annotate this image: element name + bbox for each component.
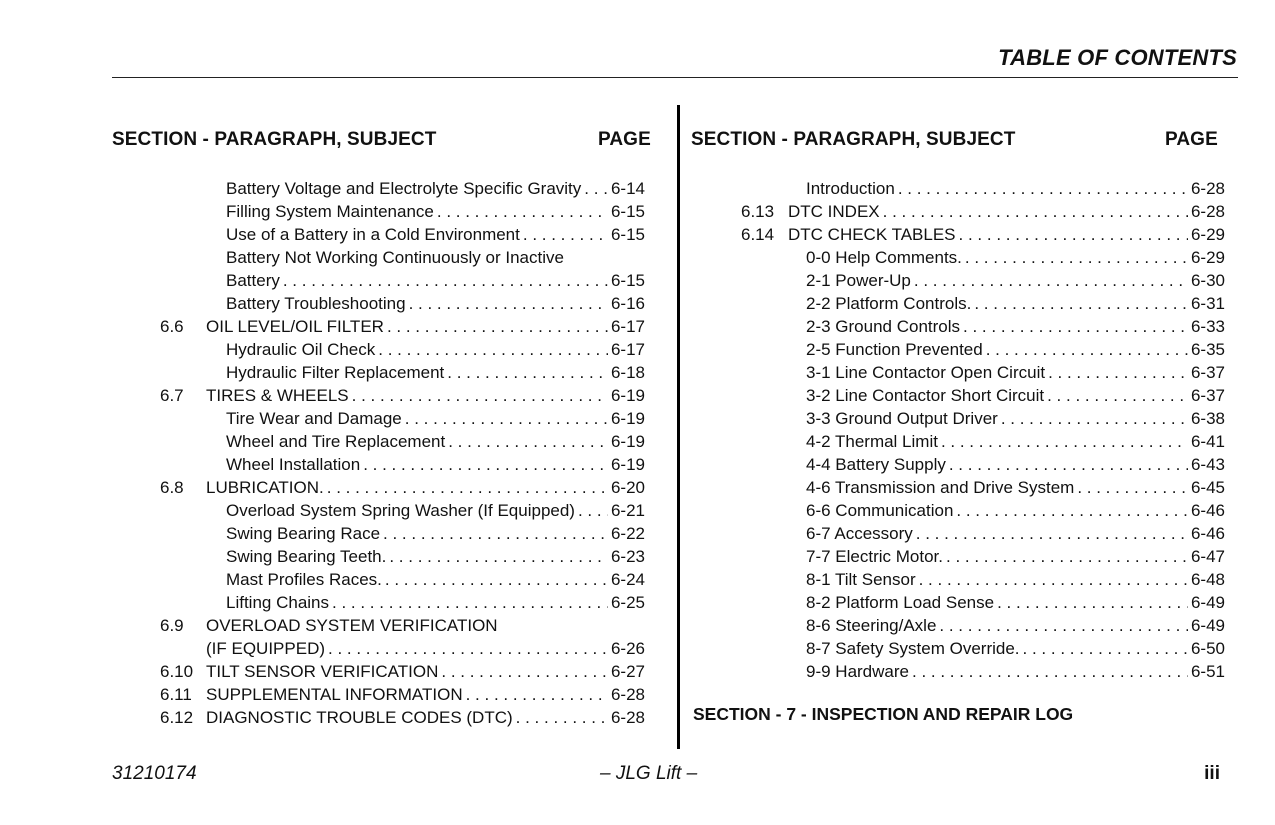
toc-entry-title: Use of a Battery in a Cold Environment	[226, 225, 520, 244]
dot-leader	[914, 269, 1188, 292]
toc-page-number: 6-28	[610, 685, 645, 704]
toc-section-number: 6.6	[160, 317, 184, 336]
toc-page-number: 6-49	[1190, 593, 1225, 612]
toc-row[interactable]	[160, 361, 645, 384]
toc-row[interactable]	[160, 246, 645, 269]
toc-page-number: 6-43	[1190, 455, 1225, 474]
toc-row[interactable]	[160, 177, 645, 200]
toc-row[interactable]	[160, 476, 645, 499]
toc-row[interactable]	[741, 384, 1225, 407]
toc-page-number: 6-19	[610, 386, 645, 405]
toc-entry-title: Filling System Maintenance	[226, 202, 434, 221]
toc-row[interactable]	[741, 338, 1225, 361]
toc-row[interactable]	[160, 545, 645, 568]
toc-row[interactable]	[160, 384, 645, 407]
toc-row[interactable]	[741, 292, 1225, 315]
toc-entry-title: 8-1 Tilt Sensor	[806, 570, 916, 589]
toc-entry-title: TILT SENSOR VERIFICATION	[206, 662, 439, 681]
right-column-heading: SECTION - PARAGRAPH, SUBJECT	[691, 129, 1016, 150]
dot-leader	[1001, 407, 1188, 430]
dot-leader	[1048, 361, 1188, 384]
toc-section-number: 6.14	[741, 225, 775, 244]
toc-row[interactable]	[741, 177, 1225, 200]
toc-row[interactable]	[160, 453, 645, 476]
toc-page-number: 6-28	[1190, 202, 1225, 221]
dot-leader	[328, 637, 608, 660]
toc-page-number: 6-15	[610, 225, 645, 244]
dot-leader	[965, 246, 1188, 269]
toc-page-number: 6-16	[610, 294, 645, 313]
dot-leader	[405, 407, 608, 430]
toc-section-number: 6.7	[160, 386, 184, 405]
dot-leader	[378, 338, 608, 361]
footer-title: – JLG Lift –	[600, 763, 698, 784]
toc-section-number: 6.10	[160, 662, 194, 681]
toc-row[interactable]	[741, 407, 1225, 430]
dot-leader	[441, 660, 608, 683]
toc-row[interactable]	[741, 200, 1225, 223]
toc-page-number: 6-24	[610, 570, 645, 589]
toc-entry-title: Overload System Spring Washer (If Equipped)	[226, 501, 575, 520]
toc-entry-title: Tire Wear and Damage	[226, 409, 402, 428]
toc-entry-title: 2-1 Power-Up	[806, 271, 911, 290]
toc-entry-title: 4-4 Battery Supply	[806, 455, 946, 474]
header-rule	[112, 77, 1238, 78]
toc-row[interactable]	[160, 683, 645, 706]
toc-entry-title: 6-7 Accessory	[806, 524, 913, 543]
toc-entry-title: SUPPLEMENTAL INFORMATION	[206, 685, 463, 704]
dot-leader	[1047, 384, 1188, 407]
toc-entry-title: Battery	[226, 271, 280, 290]
column-divider	[677, 105, 680, 749]
dot-leader	[332, 591, 608, 614]
dot-leader	[956, 499, 1188, 522]
dot-leader	[997, 591, 1188, 614]
dot-leader	[916, 522, 1188, 545]
toc-entry-title: (IF EQUIPPED)	[206, 639, 326, 658]
toc-page-number: 6-51	[1190, 662, 1225, 681]
dot-leader	[363, 453, 608, 476]
toc-row[interactable]	[741, 499, 1225, 522]
toc-row[interactable]	[160, 499, 645, 522]
dot-leader	[352, 384, 608, 407]
toc-row[interactable]	[160, 269, 645, 292]
dot-leader	[584, 177, 608, 200]
toc-entry-title: Swing Bearing Race	[226, 524, 381, 543]
toc-row[interactable]	[741, 269, 1225, 292]
toc-row[interactable]	[160, 522, 645, 545]
toc-page-number: 6-26	[610, 639, 645, 658]
toc-entry-title: 2-3 Ground Controls	[806, 317, 961, 336]
toc-entry-title: DTC INDEX	[788, 202, 880, 221]
toc-entry-title: DTC CHECK TABLES	[788, 225, 956, 244]
toc-entry-title: DIAGNOSTIC TROUBLE CODES (DTC)	[206, 708, 513, 727]
toc-row[interactable]	[741, 637, 1225, 660]
dot-leader	[523, 223, 608, 246]
toc-entry-title: 8-6 Steering/Axle	[806, 616, 937, 635]
toc-row[interactable]	[741, 568, 1225, 591]
section-7-heading[interactable]: SECTION - 7 - INSPECTION AND REPAIR LOG	[693, 704, 1074, 724]
toc-page-number: 6-28	[610, 708, 645, 727]
toc-entry-title: 9-9 Hardware	[806, 662, 909, 681]
toc-page-number: 6-17	[610, 340, 645, 359]
left-page-heading: PAGE	[598, 129, 651, 150]
toc-page-number: 6-45	[1190, 478, 1225, 497]
toc-row[interactable]	[160, 568, 645, 591]
toc-entry-title: Swing Bearing Teeth.	[226, 547, 387, 566]
dot-leader	[974, 292, 1188, 315]
toc-page-number: 6-20	[610, 478, 645, 497]
toc-row[interactable]	[160, 223, 645, 246]
toc-page-number: 6-19	[610, 432, 645, 451]
dot-leader	[387, 315, 608, 338]
dot-leader	[963, 315, 1188, 338]
dot-leader	[283, 269, 608, 292]
toc-page-number: 6-48	[1190, 570, 1225, 589]
dot-leader	[327, 476, 608, 499]
dot-leader	[949, 453, 1188, 476]
toc-entry-title: 3-3 Ground Output Driver	[806, 409, 998, 428]
toc-row[interactable]	[160, 591, 645, 614]
dot-leader	[389, 545, 608, 568]
toc-entry-title: Introduction	[806, 179, 895, 198]
toc-row[interactable]	[160, 292, 645, 315]
toc-page-number: 6-29	[1190, 248, 1225, 267]
dot-leader	[383, 522, 608, 545]
toc-row[interactable]	[741, 246, 1225, 269]
toc-entry-title: 6-6 Communication	[806, 501, 954, 520]
toc-entry-title: Battery Not Working Continuously or Inactive	[226, 248, 564, 267]
toc-row[interactable]	[160, 637, 645, 660]
toc-row[interactable]	[741, 660, 1225, 683]
toc-row[interactable]	[160, 200, 645, 223]
toc-entry-title: Battery Voltage and Electrolyte Specific Gravity	[226, 179, 582, 198]
toc-page-number: 6-18	[610, 363, 645, 382]
dot-leader	[986, 338, 1188, 361]
toc-page-number: 6-35	[1190, 340, 1225, 359]
dot-leader	[898, 177, 1188, 200]
toc-entry-title: Hydraulic Filter Replacement	[226, 363, 445, 382]
toc-entry-title: Wheel and Tire Replacement	[226, 432, 446, 451]
toc-entry-title: Mast Profiles Races.	[226, 570, 382, 589]
dot-leader	[883, 200, 1188, 223]
dot-leader	[437, 200, 608, 223]
toc-page-number: 6-28	[1190, 179, 1225, 198]
toc-page-number: 6-14	[610, 179, 645, 198]
toc-page-number: 6-19	[610, 455, 645, 474]
toc-row[interactable]	[741, 315, 1225, 338]
page-header-title: TABLE OF CONTENTS	[998, 45, 1237, 70]
page-number: iii	[1204, 763, 1220, 784]
toc-entry-title: Hydraulic Oil Check	[226, 340, 376, 359]
toc-entry-title: 3-2 Line Contactor Short Circuit	[806, 386, 1045, 405]
toc-row[interactable]	[741, 545, 1225, 568]
dot-leader	[959, 223, 1188, 246]
right-page-heading: PAGE	[1165, 129, 1218, 150]
toc-row[interactable]	[741, 591, 1225, 614]
dot-leader	[466, 683, 608, 706]
toc-section-number: 6.13	[741, 202, 775, 221]
toc-entry-title: 4-6 Transmission and Drive System	[806, 478, 1075, 497]
dot-leader	[578, 499, 608, 522]
toc-row[interactable]	[741, 430, 1225, 453]
toc-entry-title: TIRES & WHEELS	[206, 386, 349, 405]
dot-leader	[409, 292, 608, 315]
toc-entry-title: 3-1 Line Contactor Open Circuit	[806, 363, 1046, 382]
toc-page-number: 6-15	[610, 271, 645, 290]
toc-entry-title: Battery Troubleshooting	[226, 294, 406, 313]
toc-section-number: 6.11	[160, 685, 192, 704]
dot-leader	[385, 568, 608, 591]
dot-leader	[447, 361, 608, 384]
dot-leader	[912, 660, 1188, 683]
toc-row[interactable]	[741, 223, 1225, 246]
toc-row[interactable]	[741, 361, 1225, 384]
toc-row[interactable]	[160, 706, 645, 729]
toc-page-number: 6-23	[610, 547, 645, 566]
toc-row[interactable]	[160, 315, 645, 338]
toc-entry-title: Wheel Installation	[226, 455, 361, 474]
toc-page-number: 6-49	[1190, 616, 1225, 635]
toc-row[interactable]	[160, 614, 645, 637]
toc-entry-title: OVERLOAD SYSTEM VERIFICATION	[206, 616, 498, 635]
toc-entry-title: Lifting Chains	[226, 593, 330, 612]
dot-leader	[946, 545, 1188, 568]
toc-page-number: 6-37	[1190, 363, 1225, 382]
toc-row[interactable]	[160, 338, 645, 361]
toc-page-number: 6-31	[1190, 294, 1225, 313]
toc-row[interactable]	[741, 453, 1225, 476]
toc-row[interactable]	[741, 476, 1225, 499]
toc-page-number: 6-21	[610, 501, 645, 520]
toc-row[interactable]	[160, 407, 645, 430]
toc-row[interactable]	[741, 614, 1225, 637]
toc-page-number: 6-37	[1190, 386, 1225, 405]
toc-section-number: 6.12	[160, 708, 194, 727]
document-number: 31210174	[112, 763, 197, 784]
toc-page-number: 6-30	[1190, 271, 1225, 290]
left-column-heading: SECTION - PARAGRAPH, SUBJECT	[112, 129, 437, 150]
toc-entry-title: 4-2 Thermal Limit	[806, 432, 938, 451]
toc-entry-title: 8-2 Platform Load Sense	[806, 593, 995, 612]
toc-entry-title: 0-0 Help Comments.	[806, 248, 962, 267]
dot-leader	[516, 706, 608, 729]
toc-section-number: 6.9	[160, 616, 184, 635]
toc-page-number: 6-17	[610, 317, 645, 336]
toc-page-number: 6-22	[610, 524, 645, 543]
dot-leader	[1077, 476, 1188, 499]
dot-leader	[919, 568, 1188, 591]
toc-page-number: 6-50	[1190, 639, 1225, 658]
toc-entry-title: LUBRICATION.	[206, 478, 324, 497]
toc-row[interactable]	[160, 660, 645, 683]
toc-row[interactable]	[160, 430, 645, 453]
toc-entry-title: 8-7 Safety System Override.	[806, 639, 1020, 658]
toc-page-number: 6-46	[1190, 524, 1225, 543]
toc-page-number: 6-41	[1190, 432, 1225, 451]
toc-entry-title: 7-7 Electric Motor.	[806, 547, 943, 566]
dot-leader	[448, 430, 608, 453]
toc-entry-title: 2-2 Platform Controls.	[806, 294, 972, 313]
dot-leader	[1023, 637, 1188, 660]
toc-page-number: 6-47	[1190, 547, 1225, 566]
toc-row[interactable]	[741, 522, 1225, 545]
toc-entry-title: OIL LEVEL/OIL FILTER	[206, 317, 384, 336]
toc-page-number: 6-25	[610, 593, 645, 612]
dot-leader	[939, 614, 1188, 637]
toc-page-number: 6-38	[1190, 409, 1225, 428]
toc-section-number: 6.8	[160, 478, 184, 497]
toc-page-number: 6-29	[1190, 225, 1225, 244]
toc-page-number: 6-15	[610, 202, 645, 221]
toc-page-number: 6-46	[1190, 501, 1225, 520]
toc-page-number: 6-27	[610, 662, 645, 681]
toc-entry-title: 2-5 Function Prevented	[806, 340, 983, 359]
toc-page-number: 6-19	[610, 409, 645, 428]
dot-leader	[941, 430, 1188, 453]
toc-page-number: 6-33	[1190, 317, 1225, 336]
